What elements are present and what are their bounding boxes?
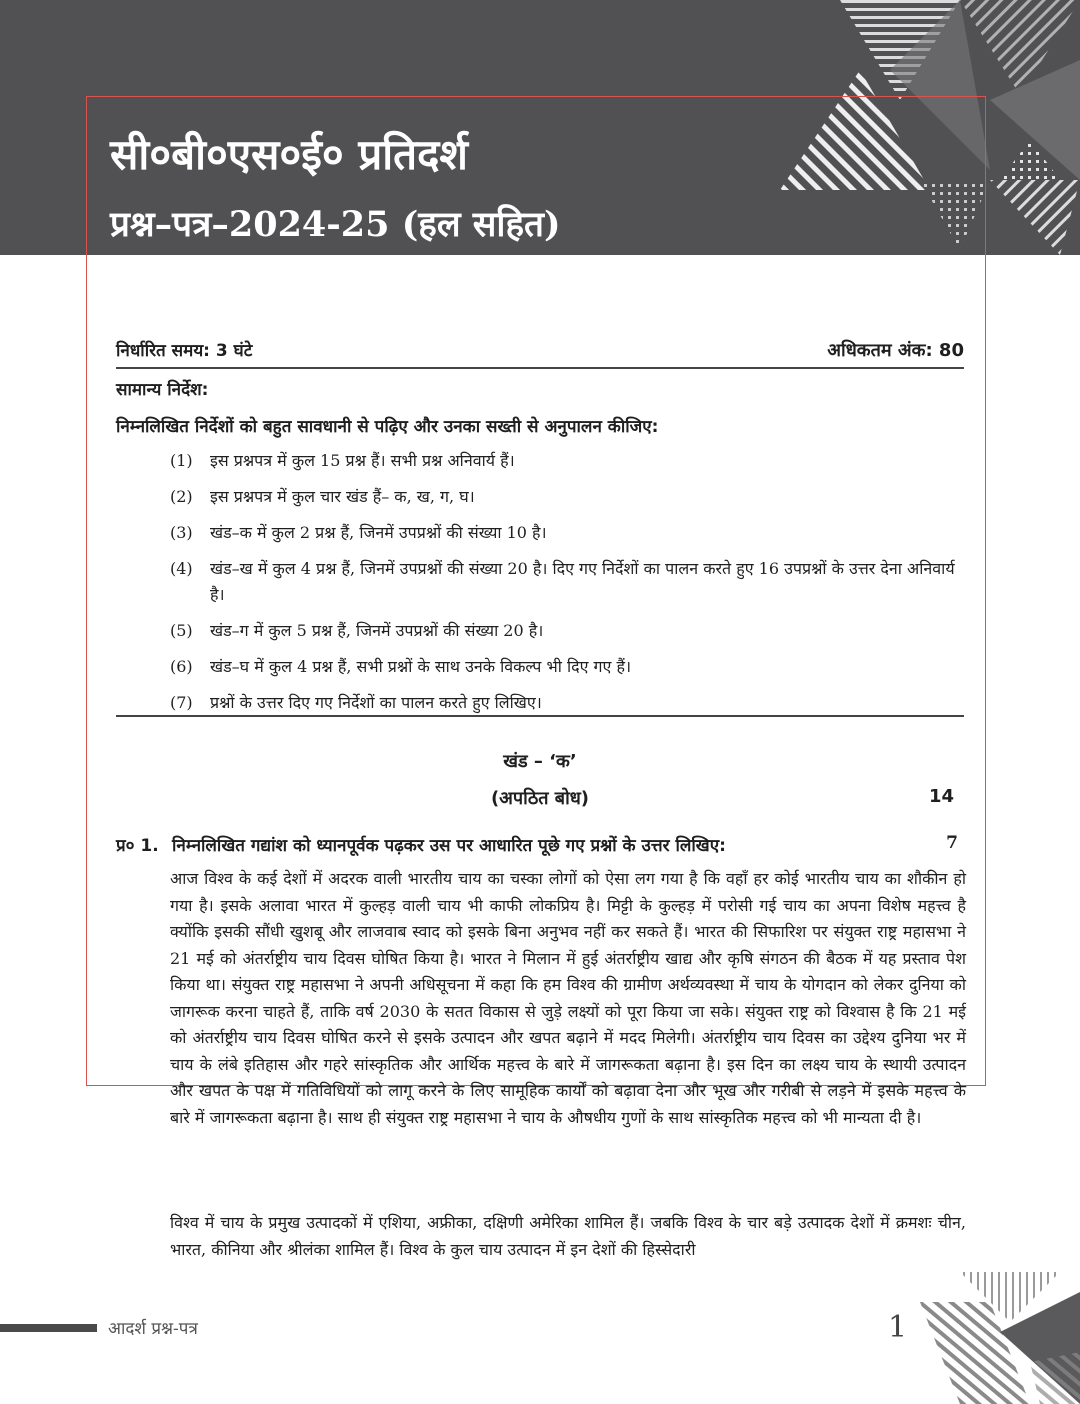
general-instructions-title: सामान्य निर्देश: [116,380,209,400]
instructions-list [170,448,968,726]
instruction-number: (7) [170,693,193,712]
instruction-number: (4) [170,559,193,578]
triangle-pattern-decoration [660,0,1080,255]
instruction-text: प्रश्नों के उत्तर दिए गए निर्देशों का पालन करते हुए लिखिए। [210,693,542,712]
time-allowed: निर्धारित समय: 3 घंटे [116,341,253,361]
instruction-item [170,654,968,680]
footer-bar [0,1324,97,1332]
header-band [0,0,1080,255]
instruction-item [170,556,968,608]
instruction-text: खंड–घ में कुल 4 प्रश्न हैं, सभी प्रश्नों के साथ उनके विकल्प भी दिए गए हैं। [210,657,632,676]
passage-paragraph-2: विश्व में चाय के प्रमुख उत्पादकों में एशिया, अफ्रीका, दक्षिणी अमेरिका शामिल हैं। जबकि विश्व के चार बड़े उत्पादक देशों में क्रमशः चीन, भारत, कीनिया और श्रीलंका शामिल हैं। विश्व के कुल चाय उत्पादन में इन देशों की हिस्सेदारी [170,1213,966,1259]
page-number: 1 [888,1310,908,1345]
instruction-item [170,520,968,546]
question-text: निम्नलिखित गद्यांश को ध्यानपूर्वक पढ़कर उस पर आधारित पूछे गए प्रश्नों के उत्तर लिखिए: [172,836,726,856]
instruction-item [170,484,968,510]
instruction-number: (5) [170,621,193,640]
instruction-text: खंड–क में कुल 2 प्रश्न हैं, जिनमें उपप्रश्नों की संख्या 10 है। [210,523,547,542]
general-instructions-intro: निम्नलिखित निर्देशों को बहुत सावधानी से पढ़िए और उनका सख्ती से अनुपालन कीजिए: [116,417,659,437]
instruction-text: खंड–ग में कुल 5 प्रश्न हैं, जिनमें उपप्रश्नों की संख्या 20 है। [210,621,544,640]
instruction-number: (6) [170,657,193,676]
instruction-number: (3) [170,523,193,542]
section-subtitle: (अपठित बोध) [490,788,590,809]
question-marks: 7 [946,833,958,853]
instruction-item [170,448,968,474]
question-number: प्र० 1. [116,836,159,856]
instruction-text: खंड–ख में कुल 4 प्रश्न हैं, जिनमें उपप्रश्नों की संख्या 20 है। दिए गए निर्देशों का पालन करते हुए 16 उपप्रश्नों के उत्तर देना अनिवार्य है। [210,559,955,604]
instruction-item [170,690,968,716]
footer-triangle-decoration [900,1262,1080,1404]
instruction-number: (1) [170,451,193,470]
divider-bottom [116,715,964,717]
max-marks: अधिकतम अंक: 80 [827,340,964,361]
exam-meta [116,338,964,368]
section-marks: 14 [928,786,954,807]
instruction-text: इस प्रश्नपत्र में कुल चार खंड हैं– क, ख, ग, घ। [210,487,475,506]
footer-label: आदर्श प्रश्न-पत्र [108,1319,198,1339]
instruction-text: इस प्रश्नपत्र में कुल 15 प्रश्न हैं। सभी प्रश्न अनिवार्य हैं। [210,451,515,470]
instruction-item [170,618,968,644]
section-title: खंड – ‘क’ [503,751,577,772]
page-title: सी०बी०एस०ई० प्रतिदर्श [110,130,468,179]
instruction-number: (2) [170,487,193,506]
page-subtitle: प्रश्न–पत्र–2024-25 (हल सहित) [110,204,561,245]
divider-top [116,367,964,369]
passage-paragraph-1: आज विश्व के कई देशों में अदरक वाली भारतीय चाय का चस्का लोगों को ऐसा लग गया है कि वहाँ हर कोई भारतीय चाय का शौकीन हो गया है। इसके अलावा भारत में कुल्हड़ वाली चाय भी काफी लोकप्रिय है। मिट्टी के कुल्हड़ में परोसी गई चाय का अपना विशेष महत्त्व है क्योंकि इसकी सौंधी खुशबू और लाजवाब स्वाद को इसके बिना अनुभव नहीं कर सकते हैं। भारत की सिफारिश पर संयुक्त राष्ट्र महासभा ने 21 मई को अंतर्राष्ट्रीय चाय दिवस घोषित किया है। भारत ने मिलान में हुई अंतर्राष्ट्रीय खाद्य और कृषि संगठन की बैठक में यह प्रस्ताव पेश किया था। संयुक्त राष्ट्र महासभा ने अपनी अधिसूचना में कहा कि हम विश्व की ग्रामीण अर्थव्यवस्था में चाय के योगदान को लेकर दुनिया को जागरूक करना चाहते हैं, ताकि वर्ष 2030 के सतत विकास से जुड़े लक्ष्यों को पूरा किया जा सके। संयुक्त राष्ट्र को विश्वास है कि 21 मई को अंतर्राष्ट्रीय चाय दिवस घोषित करने से इसके उत्पादन और खपत बढ़ाने में मदद मिलेगी। अंतर्राष्ट्रीय चाय दिवस का उद्देश्य दुनिया भर में चाय के लंबे इतिहास और गहरे सांस्कृतिक और आर्थिक महत्त्व के बारे में जागरूकता बढ़ाना है। इस दिन का लक्ष्य चाय के स्थायी उत्पादन और खपत के पक्ष में गतिविधियों को लागू करने के लिए सामूहिक कार्यों को बढ़ावा देना और भूख और गरीबी से लड़ने में इसके महत्त्व के बारे में जागरूकता बढ़ाना है। साथ ही संयुक्त राष्ट्र महासभा ने चाय के औषधीय गुणों के साथ सांस्कृतिक महत्त्व को भी मान्यता दी है। [170,869,966,1127]
